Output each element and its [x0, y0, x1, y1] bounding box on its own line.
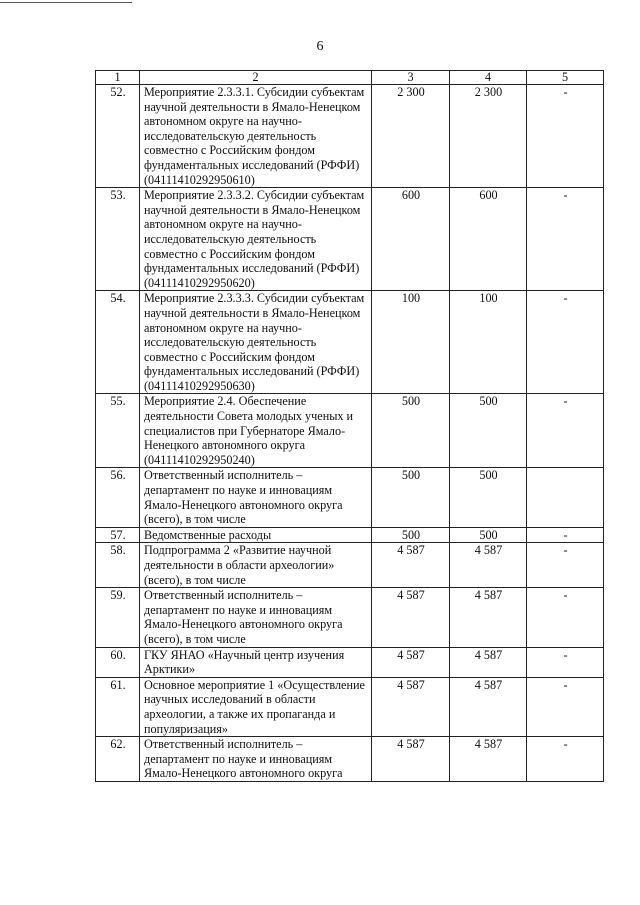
- value-col3: 600: [372, 188, 450, 291]
- row-number: 54.: [96, 291, 140, 394]
- value-col3: 4 587: [372, 737, 450, 782]
- value-col5: -: [527, 291, 604, 394]
- value-col4: 4 587: [450, 588, 527, 647]
- row-number: 55.: [96, 394, 140, 468]
- row-description: Мероприятие 2.4. Обеспечение деятельности Совета молодых ученых и специалистов при Губернаторе Ямало-Ненецкого автономного округа (04111410292950240): [140, 394, 372, 468]
- row-description: Основное мероприятие 1 «Осуществление научных исследований в области археологии, а также их пропаганда и популяризация»: [140, 677, 372, 736]
- row-number: 59.: [96, 588, 140, 647]
- row-number: 57.: [96, 527, 140, 543]
- header-cell: 1: [96, 71, 140, 85]
- value-col5: -: [527, 647, 604, 677]
- table-row: [96, 527, 604, 543]
- row-description: Подпрограмма 2 «Развитие научной деятельности в области археологии» (всего), в том числе: [140, 543, 372, 588]
- value-col5: -: [527, 527, 604, 543]
- value-col5: -: [527, 588, 604, 647]
- header-cell: 3: [372, 71, 450, 85]
- value-col5: -: [527, 677, 604, 736]
- value-col4: 100: [450, 291, 527, 394]
- value-col3: 4 587: [372, 543, 450, 588]
- value-col5: [527, 468, 604, 527]
- budget-table: [95, 70, 604, 782]
- table-row: [96, 543, 604, 588]
- table-header-row: [96, 71, 604, 85]
- value-col4: 4 587: [450, 647, 527, 677]
- value-col5: -: [527, 85, 604, 188]
- value-col3: 4 587: [372, 677, 450, 736]
- table-row: [96, 677, 604, 736]
- corner-line: [0, 2, 132, 3]
- row-description: Мероприятие 2.3.3.3. Субсидии субъектам научной деятельности в Ямало-Ненецком автономном округе на научно-исследовательскую деятельность совместно с Российским фондом фундаментальных исследований (РФФИ) (04111410292950630): [140, 291, 372, 394]
- row-number: 60.: [96, 647, 140, 677]
- value-col5: -: [527, 394, 604, 468]
- value-col4: 500: [450, 527, 527, 543]
- value-col4: 500: [450, 468, 527, 527]
- header-cell: 5: [527, 71, 604, 85]
- row-description: Ведомственные расходы: [140, 527, 372, 543]
- row-description: Ответственный исполнитель – департамент по науке и инновациям Ямало-Ненецкого автономного округа (всего), в том числе: [140, 588, 372, 647]
- header-cell: 2: [140, 71, 372, 85]
- row-number: 62.: [96, 737, 140, 782]
- table-row: [96, 188, 604, 291]
- value-col3: 4 587: [372, 588, 450, 647]
- value-col5: -: [527, 737, 604, 782]
- value-col5: -: [527, 543, 604, 588]
- row-description: Ответственный исполнитель – департамент по науке и инновациям Ямало-Ненецкого автономного округа (всего), в том числе: [140, 468, 372, 527]
- value-col5: -: [527, 188, 604, 291]
- row-description: Ответственный исполнитель – департамент по науке и инновациям Ямало-Ненецкого автономного округа: [140, 737, 372, 782]
- header-cell: 4: [450, 71, 527, 85]
- row-number: 56.: [96, 468, 140, 527]
- table-row: [96, 737, 604, 782]
- row-description: Мероприятие 2.3.3.1. Субсидии субъектам научной деятельности в Ямало-Ненецком автономном округе на научно-исследовательскую деятельность совместно с Российским фондом фундаментальных исследований (РФФИ) (04111410292950610): [140, 85, 372, 188]
- value-col4: 4 587: [450, 737, 527, 782]
- table-row: [96, 291, 604, 394]
- value-col3: 2 300: [372, 85, 450, 188]
- value-col3: 500: [372, 394, 450, 468]
- row-number: 53.: [96, 188, 140, 291]
- value-col4: 2 300: [450, 85, 527, 188]
- value-col4: 600: [450, 188, 527, 291]
- table-row: [96, 85, 604, 188]
- page-number: 6: [316, 39, 324, 54]
- row-number: 58.: [96, 543, 140, 588]
- row-description: Мероприятие 2.3.3.2. Субсидии субъектам научной деятельности в Ямало-Ненецком автономном округе на научно-исследовательскую деятельность совместно с Российским фондом фундаментальных исследований (РФФИ) (04111410292950620): [140, 188, 372, 291]
- value-col3: 100: [372, 291, 450, 394]
- value-col3: 500: [372, 527, 450, 543]
- row-number: 61.: [96, 677, 140, 736]
- row-number: 52.: [96, 85, 140, 188]
- value-col4: 500: [450, 394, 527, 468]
- table-row: [96, 468, 604, 527]
- row-description: ГКУ ЯНАО «Научный центр изучения Арктики»: [140, 647, 372, 677]
- table-row: [96, 647, 604, 677]
- table-row: [96, 588, 604, 647]
- table-row: [96, 394, 604, 468]
- value-col3: 500: [372, 468, 450, 527]
- value-col4: 4 587: [450, 677, 527, 736]
- value-col3: 4 587: [372, 647, 450, 677]
- value-col4: 4 587: [450, 543, 527, 588]
